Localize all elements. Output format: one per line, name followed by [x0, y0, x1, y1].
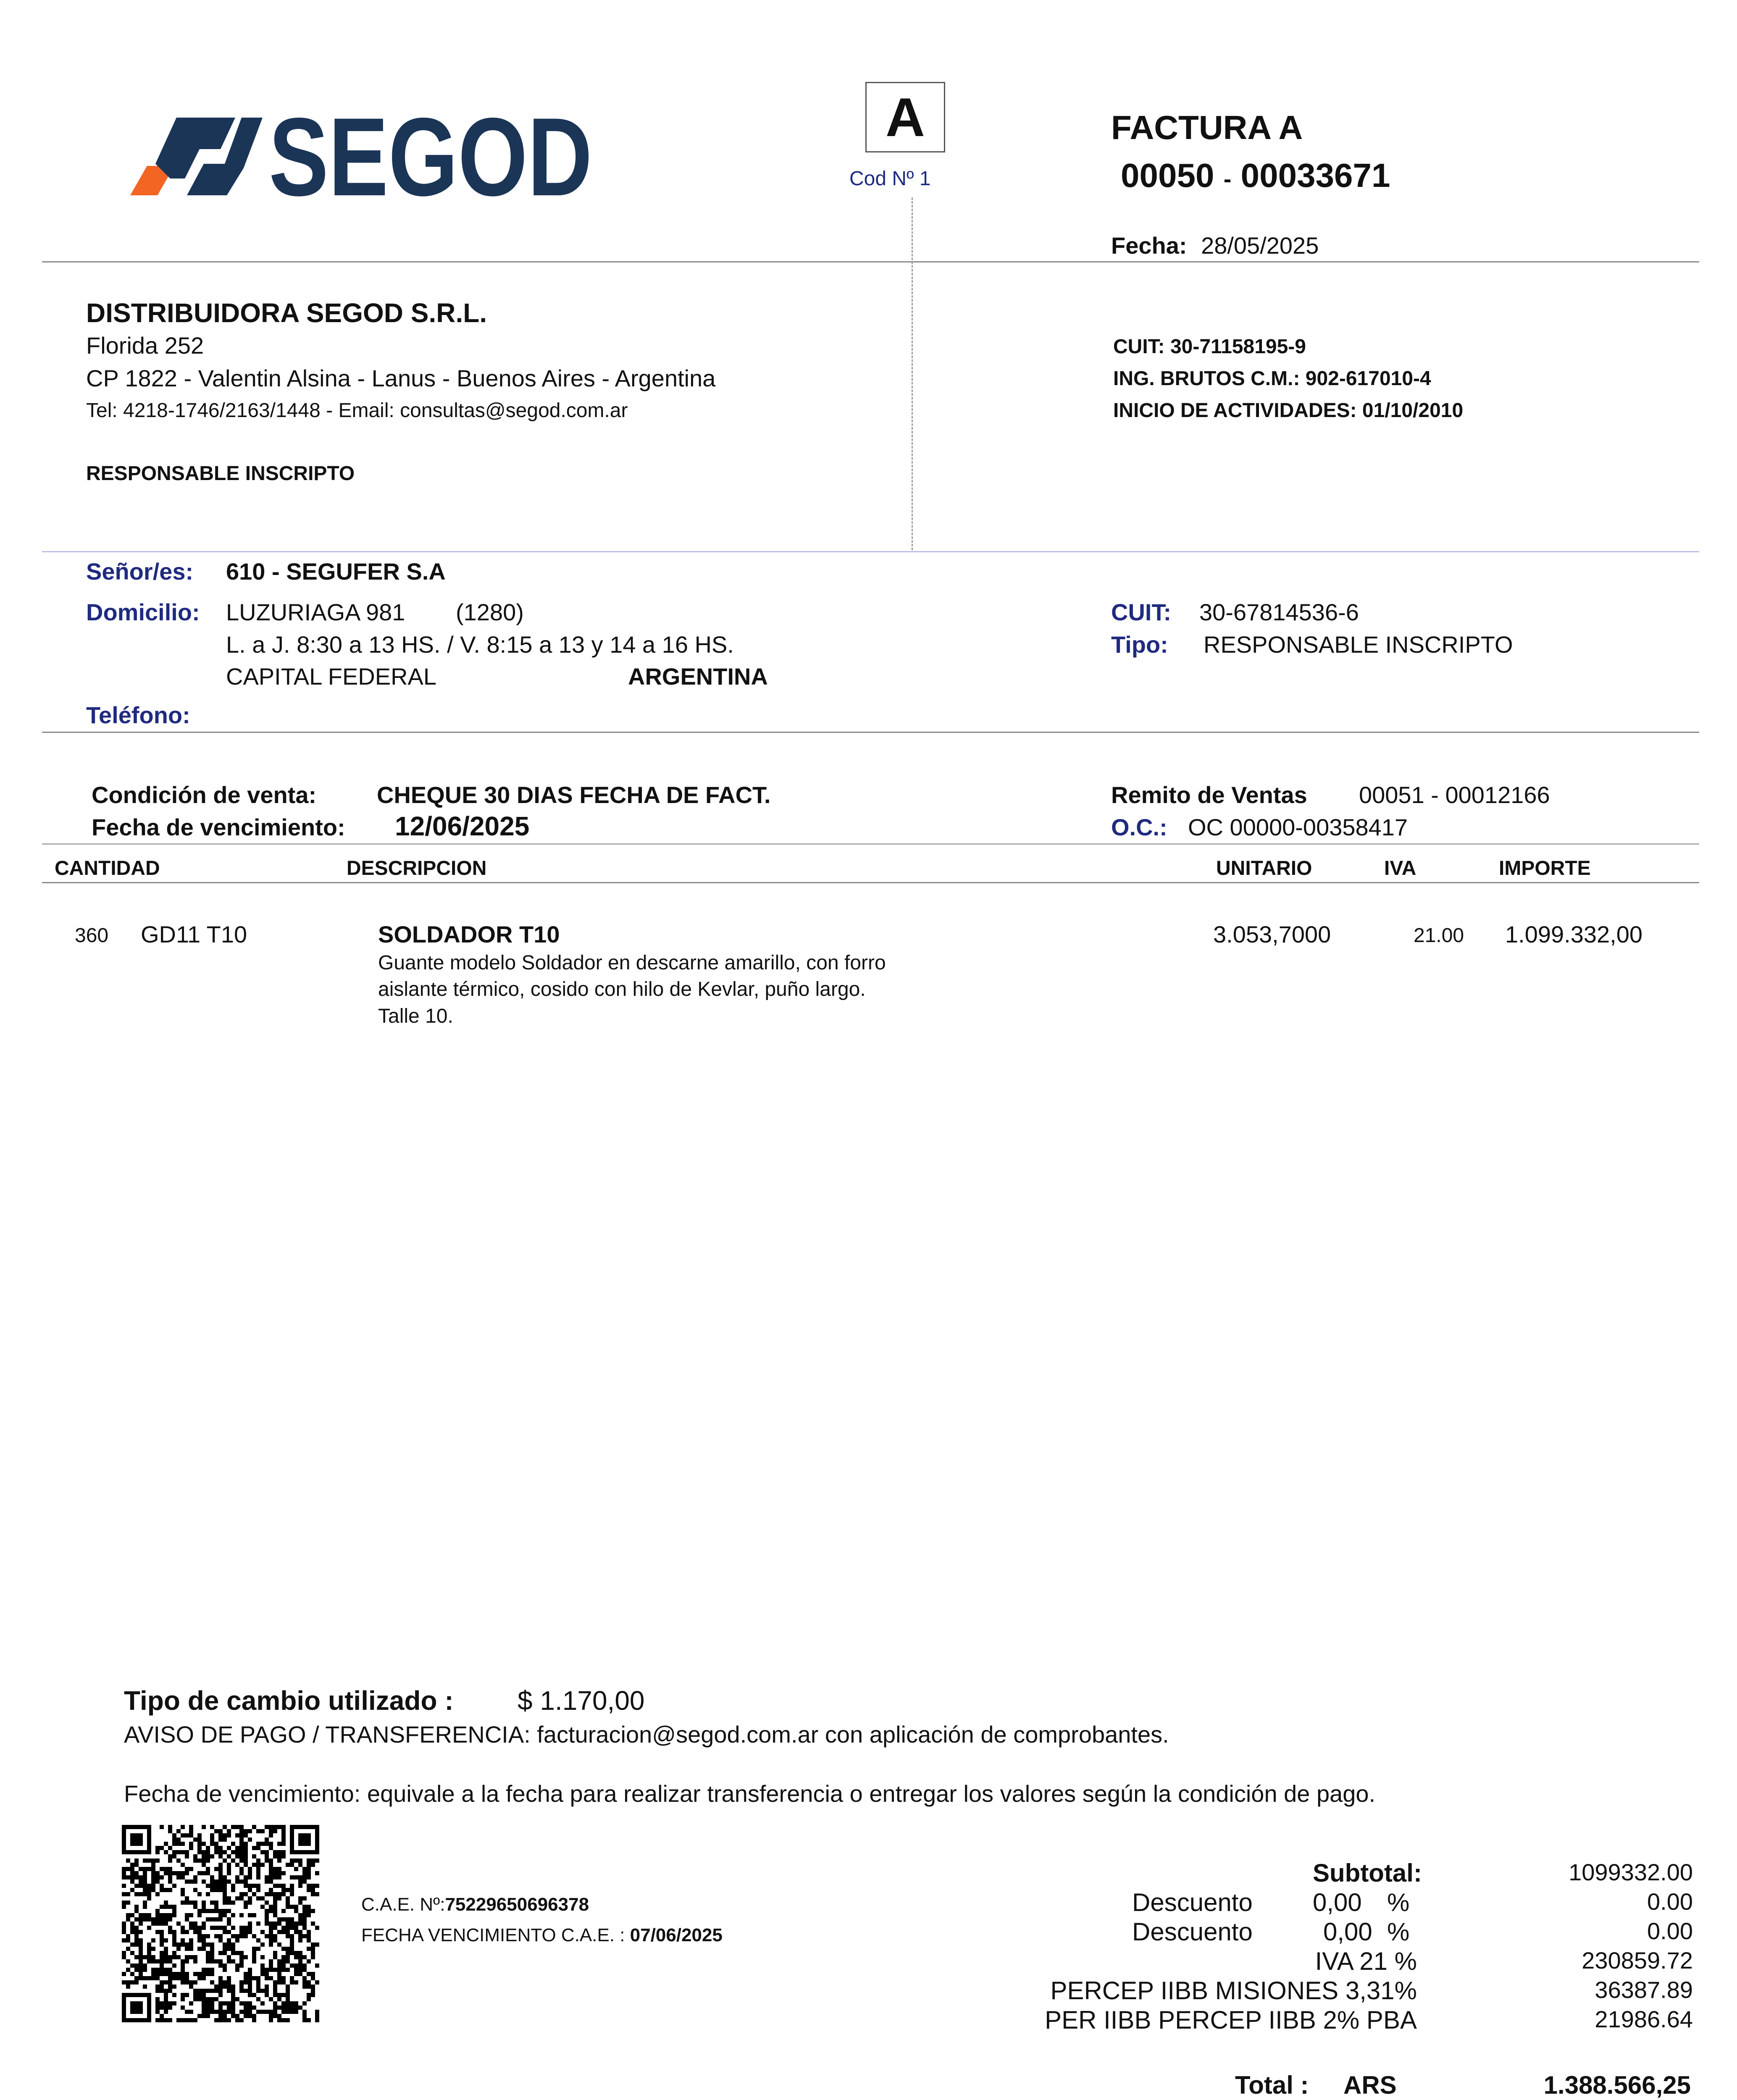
remito-number: 00051 - 00012166 — [1359, 782, 1550, 808]
iva-label: IVA 21 % — [1315, 1947, 1417, 1975]
cae-due-value: 07/06/2025 — [630, 1925, 723, 1945]
company-logo — [130, 95, 601, 219]
issuer-start-date: INICIO DE ACTIVIDADES: 01/10/2010 — [1113, 399, 1464, 422]
issuer-cuit: CUIT: 30-71158195-9 — [1113, 336, 1306, 358]
invoice-letter: A — [886, 87, 925, 148]
col-header-iva: IVA — [1384, 857, 1416, 879]
total-value: 1.388.566,25 — [1543, 2071, 1691, 2099]
col-header-descripcion: DESCRIPCION — [347, 857, 487, 879]
doc-title: FACTURA A — [1111, 109, 1303, 146]
invoice-sequence: 00033671 — [1240, 157, 1390, 194]
client-name: 610 - SEGUFER S.A — [226, 558, 446, 585]
sale-condition: CHEQUE 30 DIAS FECHA DE FACT. — [377, 782, 771, 808]
client-label: Señor/es: — [86, 558, 194, 585]
date-value: 28/05/2025 — [1201, 232, 1319, 259]
invoice-letter-box — [865, 82, 945, 152]
issuer-address: Florida 252 — [86, 332, 204, 359]
point-of-sale: 00050 — [1121, 157, 1214, 194]
item-quantity: 360 — [75, 924, 109, 947]
number-separator: - — [1223, 165, 1232, 192]
issuer-contact: Tel: 4218-1746/2163/1448 - Email: consultas@segod.com.ar — [86, 399, 628, 422]
client-divider — [42, 732, 1699, 733]
client-type-label: Tipo: — [1111, 631, 1168, 658]
client-country: ARGENTINA — [628, 663, 768, 690]
item-unit-price: 3.053,7000 — [1213, 921, 1331, 948]
discount-2-sym: % — [1387, 1918, 1410, 1946]
item-amount: 1.099.332,00 — [1505, 921, 1642, 948]
discount-1-value: 0.00 — [1647, 1888, 1693, 1915]
subtotal-value: 1099332.00 — [1569, 1859, 1693, 1885]
client-schedule: L. a J. 8:30 a 13 HS. / V. 8:15 a 13 y 14 a 16 HS. — [226, 631, 734, 658]
table-top-line — [42, 843, 1699, 845]
item-code: GD11 T10 — [141, 921, 247, 948]
item-iva: 21.00 — [1414, 924, 1464, 947]
cae-due-date — [361, 1925, 723, 1946]
item-description-3: Talle 10. — [378, 1005, 453, 1027]
phone-label: Teléfono: — [86, 702, 190, 728]
invoice-number — [1121, 156, 1390, 195]
perception-misiones-label: PERCEP IIBB MISIONES 3,31% — [1050, 1977, 1417, 2005]
due-date-note: Fecha de vencimiento: equivale a la fecha para realizar transferencia o entregar los valores según la condición de pago. — [124, 1780, 1376, 1807]
discount-1-sym: % — [1387, 1888, 1410, 1916]
po-number: OC 00000-00358417 — [1188, 814, 1408, 840]
cae-value: 75229650696378 — [445, 1894, 589, 1915]
issuer-city: CP 1822 - Valentin Alsina - Lanus - Buenos Aires - Argentina — [86, 365, 716, 391]
perception-pba-value: 21986.64 — [1595, 2006, 1693, 2032]
item-description-2: aislante térmico, cosido con hilo de Kevlar, puño largo. — [378, 978, 866, 1000]
discount-2-pct: 0,00 — [1323, 1918, 1372, 1946]
client-city: CAPITAL FEDERAL — [226, 663, 437, 690]
cae-due-label: FECHA VENCIMIENTO C.A.E. : — [361, 1925, 625, 1945]
total-currency: ARS — [1343, 2071, 1397, 2099]
item-description-1: Guante modelo Soldador en descarne amarillo, con forro — [378, 952, 886, 974]
table-header-line — [42, 882, 1699, 883]
iva-value: 230859.72 — [1582, 1947, 1693, 1974]
qr-code — [122, 1825, 319, 2022]
exchange-rate-label: Tipo de cambio utilizado : — [124, 1685, 454, 1716]
cae-number — [361, 1894, 589, 1915]
client-type: RESPONSABLE INSCRIPTO — [1204, 631, 1513, 658]
address-label: Domicilio: — [86, 599, 200, 625]
perception-misiones-value: 36387.89 — [1595, 1977, 1693, 2003]
issuer-name: DISTRIBUIDORA SEGOD S.R.L. — [86, 298, 487, 328]
header-vertical-divider — [912, 197, 913, 550]
client-address: LUZURIAGA 981 — [226, 599, 405, 625]
date-label: Fecha: — [1111, 232, 1187, 259]
exchange-rate: $ 1.170,00 — [518, 1685, 645, 1716]
perception-pba-label: PER IIBB PERCEP IIBB 2% PBA — [1045, 2006, 1417, 2034]
issuer-divider — [42, 551, 1699, 552]
col-header-unitario: UNITARIO — [1216, 857, 1312, 879]
col-header-importe: IMPORTE — [1499, 857, 1591, 879]
svg-text:SEGOD: SEGOD — [269, 95, 592, 219]
remito-label: Remito de Ventas — [1111, 782, 1307, 808]
cod-number: Cod Nº 1 — [849, 168, 931, 190]
col-header-cantidad: CANTIDAD — [55, 857, 160, 879]
subtotal-label: Subtotal: — [1313, 1859, 1422, 1887]
header-divider — [42, 261, 1699, 262]
due-date-label: Fecha de vencimiento: — [92, 814, 345, 840]
client-postal-code: (1280) — [456, 599, 524, 625]
issuer-iibb: ING. BRUTOS C.M.: 902-617010-4 — [1113, 368, 1431, 390]
due-date: 12/06/2025 — [395, 811, 530, 841]
item-title: SOLDADOR T10 — [378, 921, 560, 948]
client-cuit: 30-67814536-6 — [1199, 599, 1359, 625]
discount-2-label: Descuento — [1132, 1918, 1253, 1946]
sale-condition-label: Condición de venta: — [92, 782, 317, 808]
issuer-tax-condition: RESPONSABLE INSCRIPTO — [86, 462, 355, 485]
discount-2-value: 0.00 — [1647, 1918, 1693, 1944]
payment-notice: AVISO DE PAGO / TRANSFERENCIA: facturacion@segod.com.ar con aplicación de comprobantes. — [124, 1721, 1169, 1748]
invoice-date — [1111, 232, 1319, 259]
discount-1-label: Descuento — [1132, 1888, 1253, 1916]
client-cuit-label: CUIT: — [1111, 599, 1172, 625]
po-label: O.C.: — [1111, 814, 1167, 840]
discount-1-pct: 0,00 — [1313, 1888, 1362, 1916]
cae-label: C.A.E. Nº: — [361, 1894, 445, 1915]
total-label: Total : — [1235, 2071, 1309, 2099]
